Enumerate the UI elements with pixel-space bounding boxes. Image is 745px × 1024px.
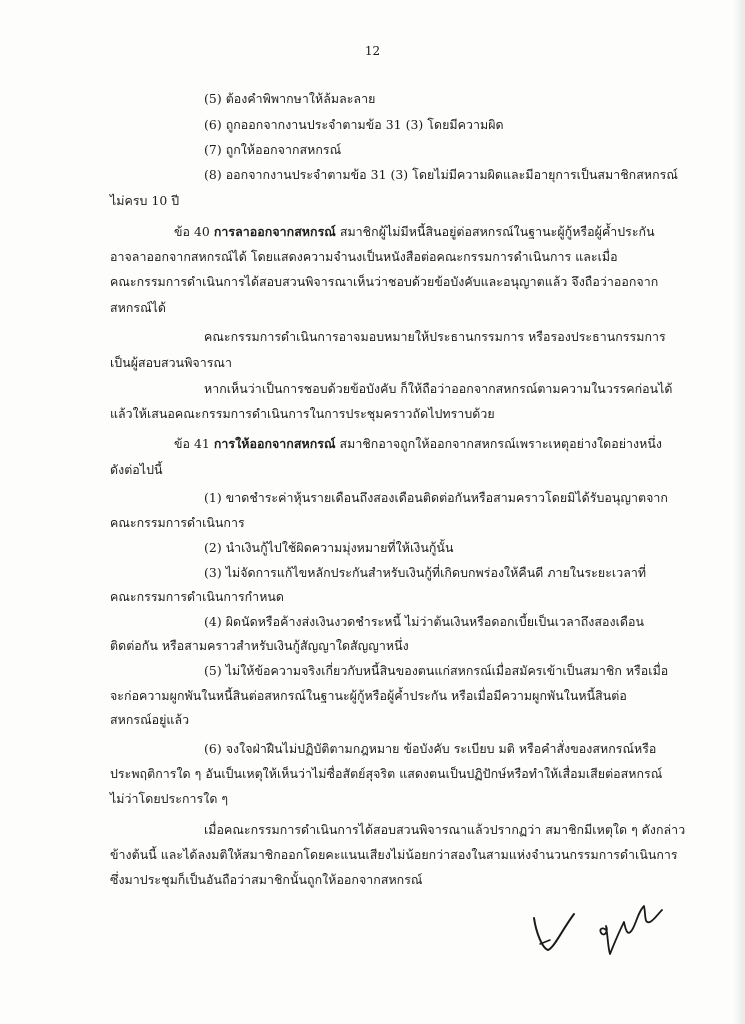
item-6-text: (6) ถูกออกจากงานประจำตามข้อ 31 (3) โดยมีความผิด: [204, 117, 504, 132]
clause-41-text: สมาชิกอาจถูกให้ออกจากสหกรณ์เพราะเหตุอย่างใดอย่างหนึ่ง: [339, 436, 662, 451]
clause-40-line: คณะกรรมการดำเนินการได้สอบสวนพิจารณาเห็นว่าชอบด้วยข้อบังคับและอนุญาตแล้ว จึงถือว่าออกจาก: [110, 274, 659, 289]
clause-41-item-6-cont: ประพฤติการใด ๆ อันเป็นเหตุให้เห็นว่าไม่ซื่อสัตย์สุจริต แสดงตนเป็นปฏิปักษ์หรือทำให้เสื่อมเสียต่อสหกรณ์: [110, 766, 663, 781]
clause-41-item-3: (3) ไม่จัดการแก้ไขหลักประกันสำหรับเงินกู้ที่เกิดบกพร่องให้คืนดี ภายในระยะเวลาที่: [204, 565, 647, 580]
clause-41-item-4-cont: ติดต่อกัน หรือสามคราวสำหรับเงินกู้สัญญาใดสัญญาหนึ่ง: [110, 638, 409, 653]
clause-41-item-5-cont: จะก่อความผูกพันในหนี้สินต่อสหกรณ์ในฐานะผู้กู้หรือผู้ค้ำประกัน หรือเมื่อมีความผูกพันในหนี้สินต่อ: [110, 688, 627, 703]
clause-41-heading: การให้ออกจากสหกรณ์: [213, 436, 336, 451]
clause-41-line: ดังต่อไปนี้: [110, 462, 163, 477]
item-5-text: (5) ต้องคำพิพากษาให้ล้มละลาย: [204, 91, 376, 106]
clause-40-heading: การลาออกจากสหกรณ์: [213, 224, 336, 239]
clause-41-closing: เมื่อคณะกรรมการดำเนินการได้สอบสวนพิจารณาแล้วปรากฏว่า สมาชิกมีเหตุใด ๆ ดังกล่าว: [204, 822, 686, 837]
clause-40-text: สมาชิกผู้ไม่มีหนี้สินอยู่ต่อสหกรณ์ในฐานะผู้กู้หรือผู้ค้ำประกัน: [339, 224, 655, 239]
clause-41-item-5-cont: สหกรณ์อยู่แล้ว: [110, 712, 190, 727]
clause-40-line: อาจลาออกจากสหกรณ์ได้ โดยแสดงความจำนงเป็นหนังสือต่อคณะกรรมการดำเนินการ และเมื่อ: [110, 249, 618, 264]
clause-41-item-2: (2) นำเงินกู้ไปใช้ผิดความมุ่งหมายที่ให้เงินกู้นั้น: [204, 540, 454, 555]
clause-41-item-6: (6) จงใจฝ่าฝืนไม่ปฏิบัติตามกฎหมาย ข้อบังคับ ระเบียบ มติ หรือคำสั่งของสหกรณ์หรือ: [204, 741, 657, 756]
clause-40-first-line: [174, 224, 655, 240]
clause-41-first-line: [174, 436, 662, 452]
clause-40-para2-line: คณะกรรมการดำเนินการอาจมอบหมายให้ประธานกรรมการ หรือรองประธานกรรมการ: [204, 329, 666, 344]
clause-41-item-1: (1) ขาดชำระค่าหุ้นรายเดือนถึงสองเดือนติดต่อกันหรือสามคราวโดยมิได้รับอนุญาตจาก: [204, 490, 668, 505]
clause-40-line: สหกรณ์ได้: [110, 300, 167, 315]
item-8-continuation: ไม่ครบ 10 ปี: [110, 193, 180, 208]
item-8-text: (8) ออกจากงานประจำตามข้อ 31 (3) โดยไม่มีความผิดและมีอายุการเป็นสมาชิกสหกรณ์: [204, 167, 678, 182]
handwritten-signatures: [528, 900, 668, 960]
item-7-text: (7) ถูกให้ออกจากสหกรณ์: [204, 142, 342, 157]
clause-41-item-4: (4) ผิดนัดหรือค้างส่งเงินงวดชำระหนี้ ไม่ว่าต้นเงินหรือดอกเบี้ยเป็นเวลาถึงสองเดือน: [204, 614, 644, 629]
clause-40-number: ข้อ 40: [174, 224, 210, 239]
clause-41-closing-cont: ข้างต้นนี้ และได้ลงมติให้สมาชิกออกโดยคะแนนเสียงไม่น้อยกว่าสองในสามแห่งจำนวนกรรมการดำเนินการ: [110, 847, 678, 862]
clause-40-para2-line: เป็นผู้สอบสวนพิจารณา: [110, 355, 232, 370]
clause-41-number: ข้อ 41: [174, 436, 210, 451]
clause-41-closing-cont: ซึ่งมาประชุมก็เป็นอันถือว่าสมาชิกนั้นถูกให้ออกจากสหกรณ์: [110, 872, 423, 887]
clause-40-para3-line: หากเห็นว่าเป็นการชอบด้วยข้อบังคับ ก็ให้ถือว่าออกจากสหกรณ์ตามความในวรรคก่อนได้: [204, 381, 673, 396]
page-number: 12: [364, 44, 381, 58]
clause-41-item-5: (5) ไม่ให้ข้อความจริงเกี่ยวกับหนี้สินของตนแก่สหกรณ์เมื่อสมัครเข้าเป็นสมาชิก หรือเมื่อ: [204, 663, 669, 678]
clause-41-item-3-cont: คณะกรรมการดำเนินการกำหนด: [110, 589, 285, 604]
clause-40-para3-line: แล้วให้เสนอคณะกรรมการดำเนินการในการประชุมคราวถัดไปทราบด้วย: [110, 406, 495, 421]
clause-41-item-6-cont: ไม่ว่าโดยประการใด ๆ: [110, 791, 229, 806]
clause-41-item-1-cont: คณะกรรมการดำเนินการ: [110, 515, 245, 530]
